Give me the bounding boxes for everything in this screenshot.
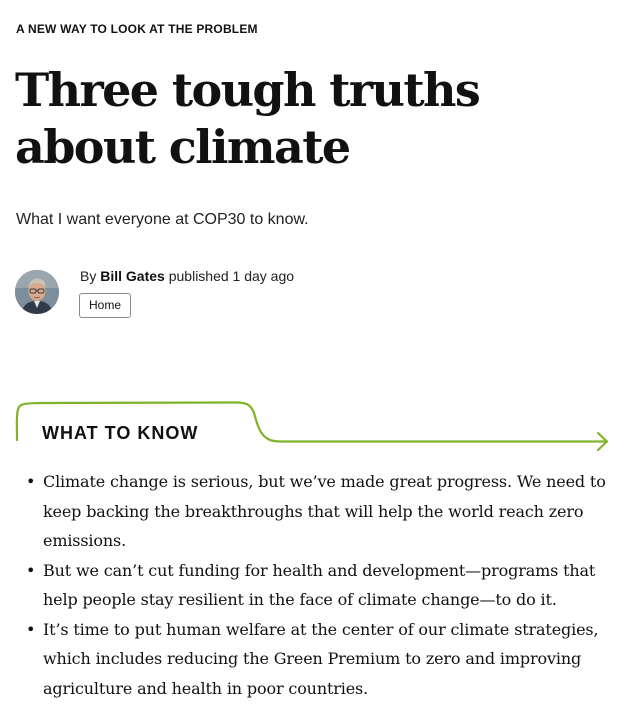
article-title-line-1: Three tough truths: [15, 63, 480, 117]
article-kicker: A NEW WAY TO LOOK AT THE PROBLEM: [16, 22, 258, 36]
author-name-link[interactable]: Bill Gates: [100, 268, 165, 284]
bullet-icon: •: [26, 619, 36, 639]
list-item: [26, 615, 623, 704]
what-to-know-list: [24, 467, 623, 703]
author-avatar[interactable]: [15, 270, 59, 314]
what-to-know-heading: WHAT TO KNOW: [42, 423, 199, 443]
bullet-icon: •: [26, 560, 36, 580]
list-item-text: But we can’t cut funding for health and development—programs that help people stay resilient in the face of climate change—to do it.: [43, 560, 596, 609]
list-item-text: It’s time to put human welfare at the center of our climate strategies, which includes reducing the Green Premium to zero and improving agriculture and health in poor countries.: [43, 619, 599, 698]
author-avatar-image: [15, 270, 59, 314]
bullet-icon: •: [26, 472, 36, 491]
byline: [80, 268, 294, 284]
list-item-text: Climate change is serious, but we’ve made great progress. We need to keep backing the breakthroughs that will help the world reach zero emissions.: [43, 472, 606, 550]
article-title-line-2: about climate: [15, 120, 350, 174]
article-title: [15, 62, 615, 176]
tag-home-button[interactable]: Home: [79, 293, 131, 318]
list-item: [26, 556, 623, 615]
byline-prefix: By: [80, 268, 97, 284]
list-item: [26, 467, 623, 556]
published-time: published 1 day ago: [168, 268, 295, 284]
article-subtitle: What I want everyone at COP30 to know.: [16, 211, 309, 228]
